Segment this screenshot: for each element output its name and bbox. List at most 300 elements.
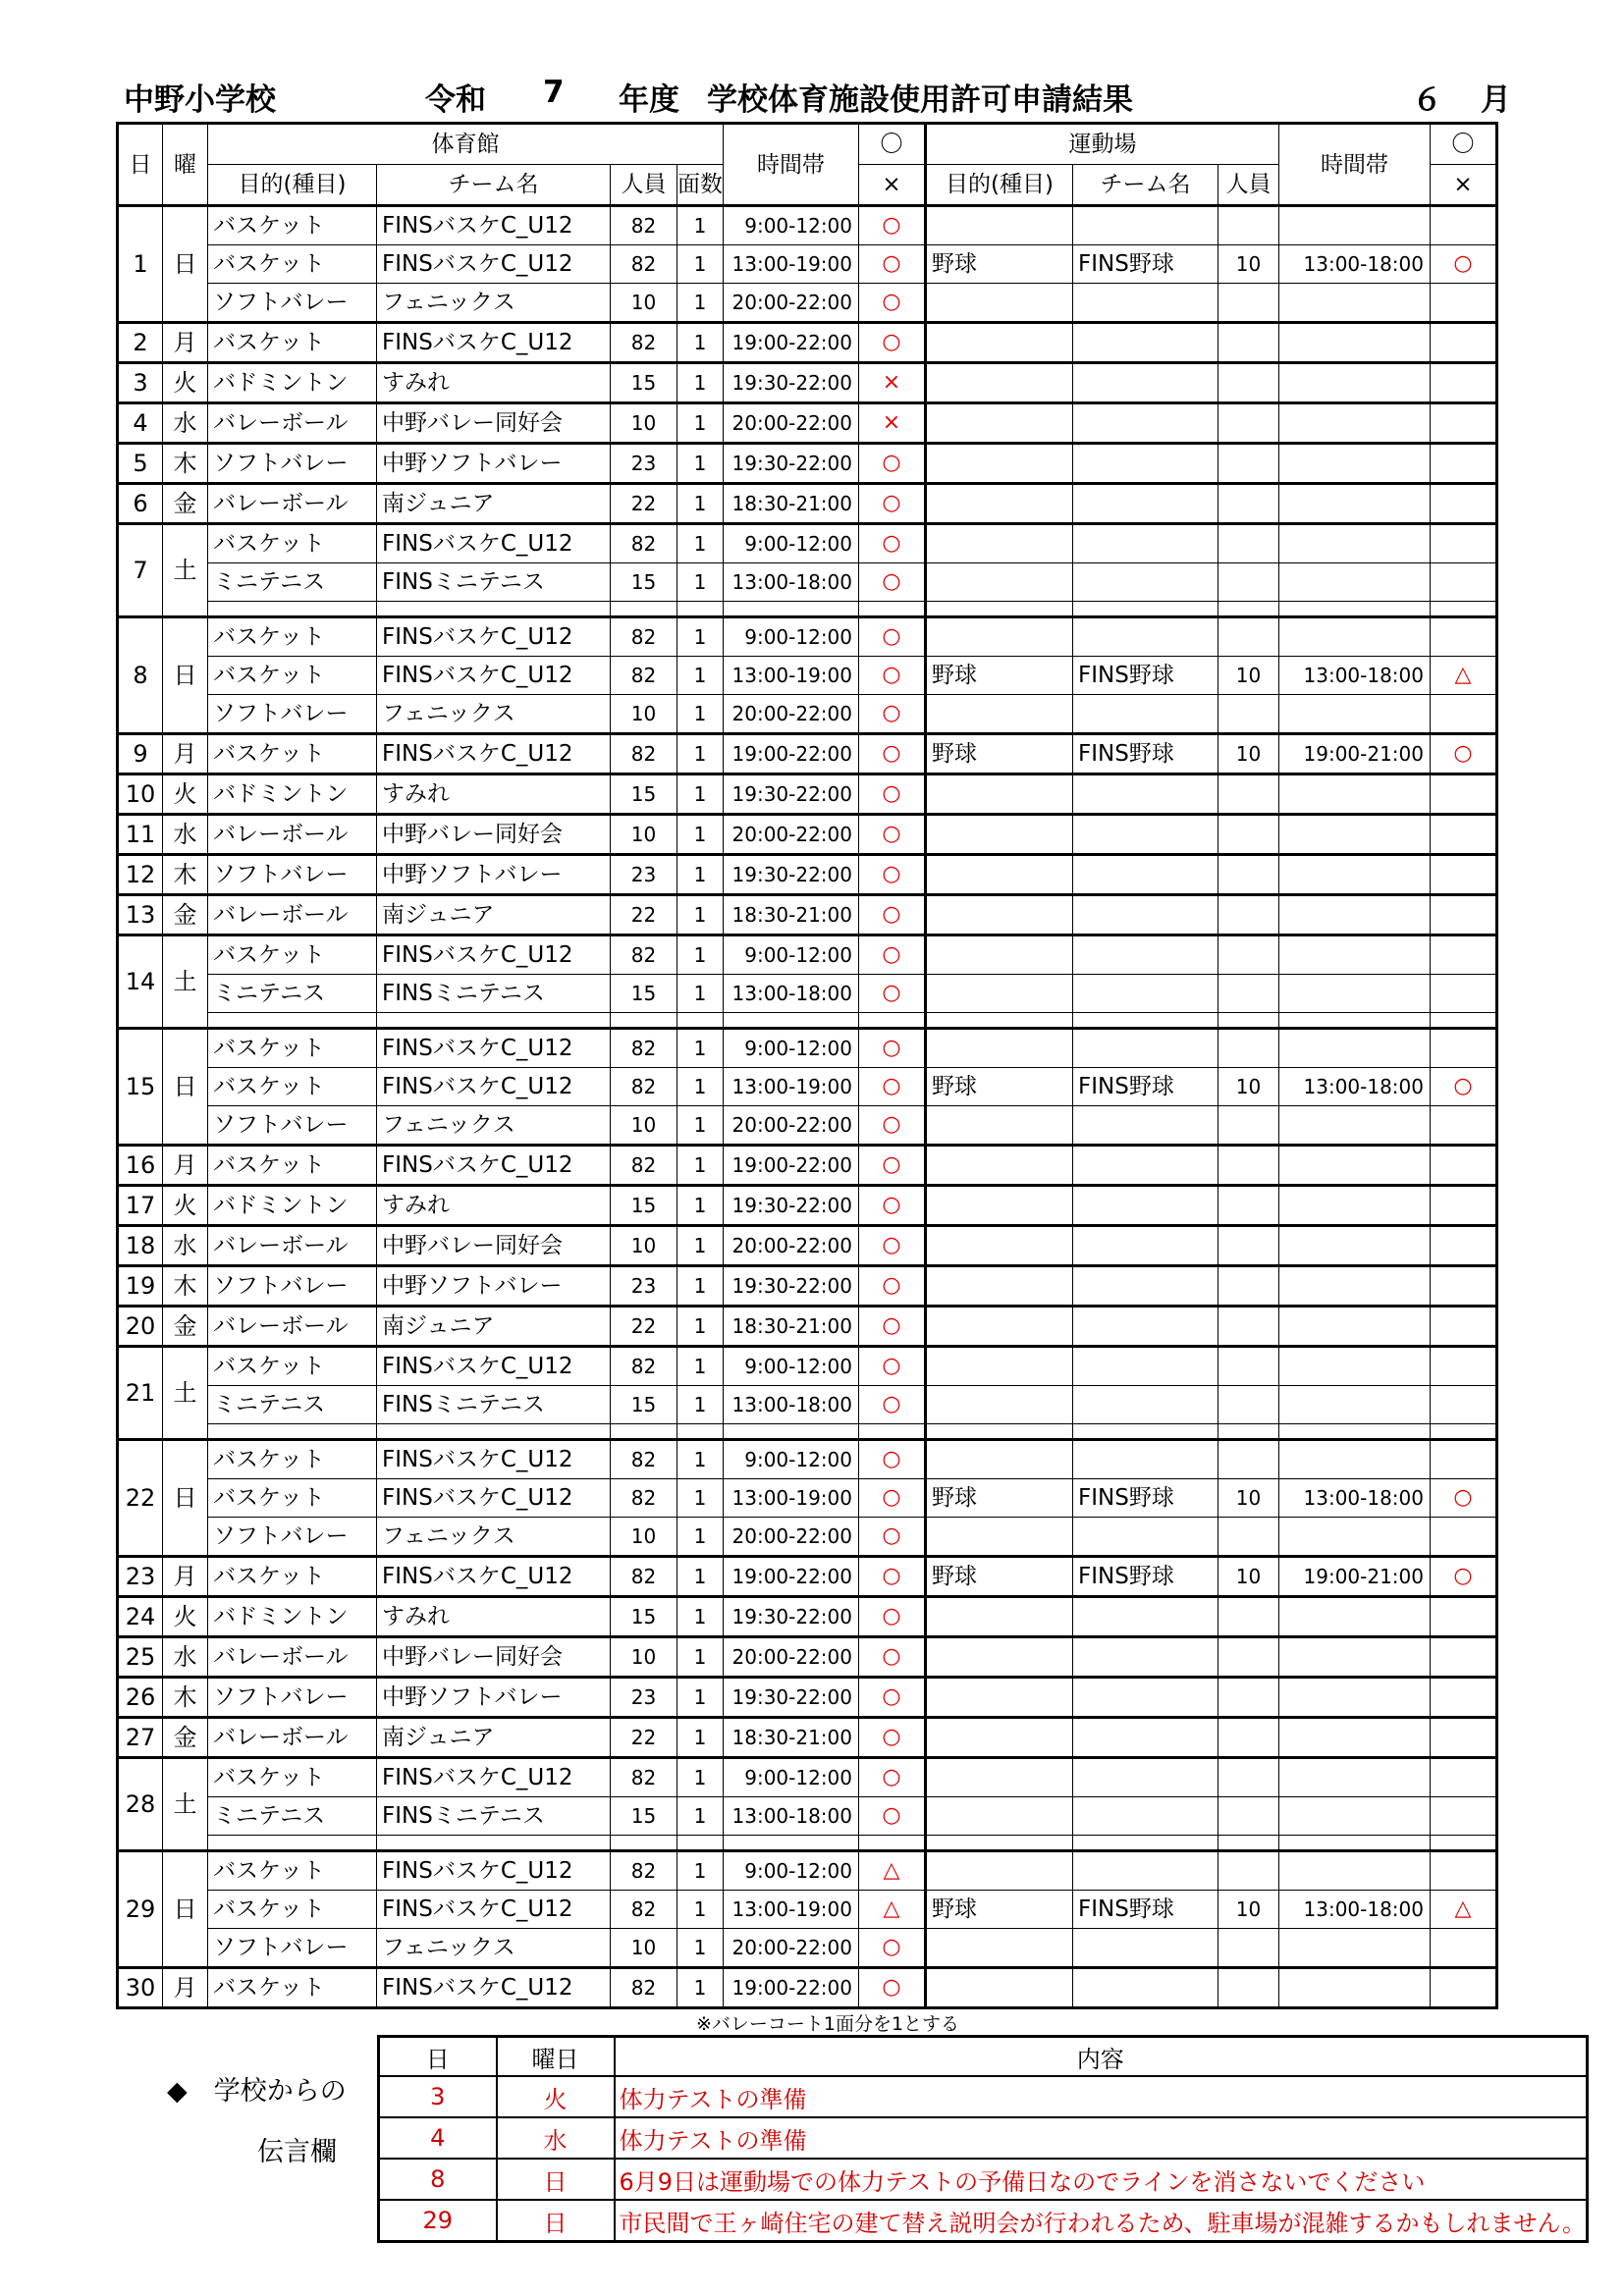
field-result-mark: [1431, 524, 1497, 563]
field-purpose: [926, 206, 1073, 245]
field-people: [1218, 695, 1279, 734]
gym-time: 13:00-18:00: [724, 1386, 859, 1424]
field-people: [1218, 774, 1279, 815]
field-time: [1279, 206, 1431, 245]
gym-courts: 1: [677, 815, 724, 855]
field-people: 10: [1218, 734, 1279, 774]
gym-team: [377, 1836, 611, 1851]
gym-courts: 1: [677, 1186, 724, 1226]
gym-team: FINSバスケC_U12: [377, 524, 611, 563]
gym-team: フェニックス: [377, 1929, 611, 1968]
gym-result-mark: △: [859, 1851, 926, 1891]
field-people: [1218, 855, 1279, 895]
gym-purpose: バスケット: [208, 206, 377, 245]
gym-time: 20:00-22:00: [724, 1637, 859, 1678]
field-team: [1073, 1386, 1218, 1424]
table-row: [118, 1479, 1497, 1518]
gym-result-mark: ○: [859, 774, 926, 815]
field-team: [1073, 363, 1218, 403]
gym-purpose: バスケット: [208, 1029, 377, 1068]
day-number: 6: [118, 484, 163, 524]
field-team: [1073, 1797, 1218, 1836]
field-people: 10: [1218, 1068, 1279, 1106]
gym-people: 82: [611, 935, 677, 975]
day-number: 30: [118, 1968, 163, 2008]
gym-courts: 1: [677, 855, 724, 895]
gym-time: 19:30-22:00: [724, 1266, 859, 1307]
field-result-mark: [1431, 617, 1497, 657]
field-result-mark: [1431, 895, 1497, 935]
field-time: [1279, 1851, 1431, 1891]
gym-courts: 1: [677, 1678, 724, 1718]
day-number: 28: [118, 1758, 163, 1851]
gym-purpose: バレーボール: [208, 1718, 377, 1758]
message-row: [379, 2159, 1588, 2200]
weekday: 月: [163, 323, 208, 363]
gym-result-mark: ○: [859, 1386, 926, 1424]
message-weekday: 日: [497, 2159, 615, 2200]
gym-result-mark: ○: [859, 1307, 926, 1347]
gym-time: 18:30-21:00: [724, 484, 859, 524]
gym-courts: [677, 1013, 724, 1029]
gym-team: 南ジュニア: [377, 895, 611, 935]
field-time: [1279, 1013, 1431, 1029]
field-people: [1218, 484, 1279, 524]
gym-people: 15: [611, 1386, 677, 1424]
field-time: [1279, 1718, 1431, 1758]
field-purpose: [926, 1106, 1073, 1146]
field-time: 13:00-18:00: [1279, 1891, 1431, 1929]
gym-result-mark: ○: [859, 563, 926, 602]
table-row: [118, 657, 1497, 695]
field-time: [1279, 1347, 1431, 1386]
field-team: [1073, 774, 1218, 815]
field-team: [1073, 1146, 1218, 1186]
weekday: 火: [163, 1186, 208, 1226]
gym-courts: 1: [677, 323, 724, 363]
col-gym-mark-ng: ×: [859, 165, 926, 206]
field-time: [1279, 617, 1431, 657]
field-result-mark: [1431, 1186, 1497, 1226]
field-result-mark: ○: [1431, 734, 1497, 774]
field-team: [1073, 602, 1218, 617]
gym-purpose: バレーボール: [208, 484, 377, 524]
message-weekday: 日: [497, 2200, 615, 2242]
field-team: [1073, 855, 1218, 895]
table-row: [118, 484, 1497, 524]
field-team: [1073, 1013, 1218, 1029]
field-result-mark: [1431, 1106, 1497, 1146]
day-number: 25: [118, 1637, 163, 1678]
field-time: [1279, 563, 1431, 602]
document-title: 学校体育施設使用許可申請結果: [707, 82, 1133, 118]
gym-courts: 1: [677, 1386, 724, 1424]
table-row: [118, 815, 1497, 855]
gym-team: [377, 1424, 611, 1440]
field-purpose: [926, 935, 1073, 975]
field-people: 10: [1218, 1557, 1279, 1597]
message-text: 体力テストの準備: [615, 2076, 1588, 2117]
gym-people: 15: [611, 975, 677, 1013]
field-people: [1218, 1597, 1279, 1637]
gym-courts: 1: [677, 1891, 724, 1929]
field-result-mark: [1431, 1758, 1497, 1797]
gym-result-mark: ○: [859, 1518, 926, 1557]
message-text: 市民間で王ヶ崎住宅の建て替え説明会が行われるため、駐車場が混雑するかもしれません。: [615, 2200, 1588, 2242]
gym-result-mark: ○: [859, 734, 926, 774]
gym-purpose: バスケット: [208, 1851, 377, 1891]
school-name: 中野小学校: [124, 82, 276, 118]
field-team: [1073, 284, 1218, 323]
field-result-mark: [1431, 1029, 1497, 1068]
gym-courts: 1: [677, 363, 724, 403]
gym-time: 13:00-18:00: [724, 975, 859, 1013]
table-row: [118, 695, 1497, 734]
field-time: [1279, 284, 1431, 323]
message-col-content: 内容: [615, 2037, 1588, 2077]
col-field-mark-ok: 〇: [1431, 124, 1497, 165]
field-result-mark: △: [1431, 657, 1497, 695]
gym-team: すみれ: [377, 1597, 611, 1637]
schedule-body: [118, 206, 1497, 2008]
gym-time: 13:00-18:00: [724, 1797, 859, 1836]
field-time: [1279, 484, 1431, 524]
field-time: 13:00-18:00: [1279, 1479, 1431, 1518]
field-people: [1218, 815, 1279, 855]
day-number: 15: [118, 1029, 163, 1146]
field-purpose: [926, 1929, 1073, 1968]
table-row: [118, 1266, 1497, 1307]
gym-purpose: バスケット: [208, 524, 377, 563]
field-purpose: 野球: [926, 657, 1073, 695]
gym-result-mark: ○: [859, 1186, 926, 1226]
day-number: 26: [118, 1678, 163, 1718]
field-people: [1218, 1266, 1279, 1307]
gym-result-mark: ○: [859, 1266, 926, 1307]
field-time: [1279, 975, 1431, 1013]
field-people: 10: [1218, 245, 1279, 284]
col-field-mark-ng: ×: [1431, 165, 1497, 206]
gym-purpose: バスケット: [208, 657, 377, 695]
gym-purpose: ミニテニス: [208, 1386, 377, 1424]
gym-people: [611, 602, 677, 617]
field-result-mark: [1431, 855, 1497, 895]
field-people: [1218, 1440, 1279, 1479]
col-gym-time: 時間帯: [724, 124, 859, 206]
table-row: [118, 1424, 1497, 1440]
table-row: [118, 403, 1497, 444]
field-people: [1218, 1797, 1279, 1836]
gym-courts: 1: [677, 734, 724, 774]
table-row: [118, 245, 1497, 284]
gym-result-mark: ○: [859, 1068, 926, 1106]
gym-time: [724, 1424, 859, 1440]
weekday: 土: [163, 1347, 208, 1440]
gym-purpose: バレーボール: [208, 1307, 377, 1347]
gym-result-mark: ○: [859, 1479, 926, 1518]
field-purpose: [926, 1266, 1073, 1307]
field-time: [1279, 444, 1431, 484]
weekday: 月: [163, 1557, 208, 1597]
gym-result-mark: ○: [859, 484, 926, 524]
gym-team: FINSミニテニス: [377, 1797, 611, 1836]
field-result-mark: [1431, 1678, 1497, 1718]
gym-courts: 1: [677, 1929, 724, 1968]
field-time: [1279, 1518, 1431, 1557]
field-purpose: [926, 855, 1073, 895]
gym-team: FINSバスケC_U12: [377, 734, 611, 774]
field-result-mark: [1431, 403, 1497, 444]
gym-team: すみれ: [377, 1186, 611, 1226]
field-time: [1279, 1968, 1431, 2008]
gym-purpose: ソフトバレー: [208, 695, 377, 734]
field-result-mark: [1431, 975, 1497, 1013]
gym-people: 82: [611, 657, 677, 695]
gym-purpose: バドミントン: [208, 774, 377, 815]
gym-time: [724, 602, 859, 617]
gym-courts: 1: [677, 524, 724, 563]
table-row: [118, 284, 1497, 323]
field-purpose: [926, 403, 1073, 444]
day-number: 4: [118, 403, 163, 444]
era-label: 令和: [425, 82, 486, 118]
field-result-mark: [1431, 695, 1497, 734]
field-people: [1218, 1637, 1279, 1678]
gym-people: 10: [611, 1518, 677, 1557]
table-row: [118, 1797, 1497, 1836]
weekday: 水: [163, 1637, 208, 1678]
table-row: [118, 1518, 1497, 1557]
gym-courts: 1: [677, 1797, 724, 1836]
gym-courts: 1: [677, 1758, 724, 1797]
field-result-mark: [1431, 1797, 1497, 1836]
gym-result-mark: ○: [859, 1347, 926, 1386]
field-result-mark: [1431, 1836, 1497, 1851]
month-suffix: 月: [1481, 82, 1511, 118]
gym-result-mark: ○: [859, 1929, 926, 1968]
day-number: 27: [118, 1718, 163, 1758]
gym-courts: 1: [677, 444, 724, 484]
field-time: [1279, 1029, 1431, 1068]
field-time: [1279, 323, 1431, 363]
gym-result-mark: ○: [859, 323, 926, 363]
gym-team: 中野ソフトバレー: [377, 855, 611, 895]
table-row: [118, 602, 1497, 617]
gym-people: 10: [611, 1637, 677, 1678]
gym-people: 23: [611, 855, 677, 895]
gym-courts: 1: [677, 1718, 724, 1758]
gym-courts: 1: [677, 1851, 724, 1891]
table-row: [118, 1758, 1497, 1797]
table-row: [118, 1851, 1497, 1891]
message-label-line2: 伝言欄: [257, 2137, 337, 2167]
field-purpose: [926, 1440, 1073, 1479]
field-team: [1073, 1226, 1218, 1266]
gym-purpose: バスケット: [208, 734, 377, 774]
gym-people: 82: [611, 524, 677, 563]
field-team: [1073, 1836, 1218, 1851]
gym-people: 10: [611, 1929, 677, 1968]
gym-result-mark: ○: [859, 1718, 926, 1758]
gym-purpose: ソフトバレー: [208, 284, 377, 323]
field-purpose: [926, 1013, 1073, 1029]
field-people: [1218, 524, 1279, 563]
field-result-mark: [1431, 363, 1497, 403]
gym-team: フェニックス: [377, 1106, 611, 1146]
field-time: 19:00-21:00: [1279, 1557, 1431, 1597]
field-purpose: [926, 363, 1073, 403]
day-number: 23: [118, 1557, 163, 1597]
gym-team: 南ジュニア: [377, 1718, 611, 1758]
gym-courts: 1: [677, 657, 724, 695]
gym-team: FINSバスケC_U12: [377, 1146, 611, 1186]
col-gym: 体育館: [208, 124, 724, 165]
gym-result-mark: ○: [859, 284, 926, 323]
gym-team: 中野ソフトバレー: [377, 1678, 611, 1718]
message-row: [379, 2200, 1588, 2242]
field-purpose: [926, 1386, 1073, 1424]
table-row: [118, 1106, 1497, 1146]
message-weekday: 水: [497, 2117, 615, 2159]
field-result-mark: [1431, 563, 1497, 602]
col-weekday: 曜: [163, 124, 208, 206]
weekday: 水: [163, 1226, 208, 1266]
gym-people: 82: [611, 1557, 677, 1597]
gym-result-mark: ○: [859, 1637, 926, 1678]
gym-time: 20:00-22:00: [724, 1226, 859, 1266]
gym-people: 82: [611, 245, 677, 284]
gym-people: [611, 1013, 677, 1029]
col-field-team: チーム名: [1073, 165, 1218, 206]
field-people: [1218, 1718, 1279, 1758]
gym-purpose: ミニテニス: [208, 563, 377, 602]
weekday: 水: [163, 815, 208, 855]
field-result-mark: [1431, 1851, 1497, 1891]
gym-team: 南ジュニア: [377, 484, 611, 524]
col-gym-team: チーム名: [377, 165, 611, 206]
col-field-people: 人員: [1218, 165, 1279, 206]
gym-result-mark: ○: [859, 524, 926, 563]
weekday: 土: [163, 935, 208, 1029]
day-number: 10: [118, 774, 163, 815]
field-team: [1073, 1637, 1218, 1678]
gym-result-mark: [859, 1013, 926, 1029]
gym-people: [611, 1424, 677, 1440]
table-row: [118, 1891, 1497, 1929]
gym-purpose: バスケット: [208, 1068, 377, 1106]
table-row: [118, 1013, 1497, 1029]
field-purpose: 野球: [926, 245, 1073, 284]
gym-team: すみれ: [377, 363, 611, 403]
gym-people: 82: [611, 734, 677, 774]
field-people: [1218, 444, 1279, 484]
gym-people: 23: [611, 1266, 677, 1307]
field-people: 10: [1218, 657, 1279, 695]
table-row: [118, 895, 1497, 935]
gym-people: 82: [611, 1479, 677, 1518]
gym-courts: 1: [677, 1440, 724, 1479]
message-row: [379, 2117, 1588, 2159]
weekday: 木: [163, 855, 208, 895]
gym-team: [377, 1013, 611, 1029]
gym-team: FINSバスケC_U12: [377, 206, 611, 245]
message-label-line1: ◆ 学校からの: [167, 2076, 347, 2107]
gym-result-mark: ○: [859, 206, 926, 245]
gym-purpose: [208, 1013, 377, 1029]
gym-result-mark: ○: [859, 1557, 926, 1597]
gym-people: 15: [611, 774, 677, 815]
field-time: [1279, 1597, 1431, 1637]
gym-time: [724, 1836, 859, 1851]
field-purpose: 野球: [926, 1891, 1073, 1929]
day-number: 1: [118, 206, 163, 323]
gym-team: [377, 602, 611, 617]
gym-time: 20:00-22:00: [724, 815, 859, 855]
gym-people: 82: [611, 206, 677, 245]
gym-purpose: バスケット: [208, 1758, 377, 1797]
gym-result-mark: ○: [859, 617, 926, 657]
field-people: [1218, 1307, 1279, 1347]
gym-purpose: バレーボール: [208, 895, 377, 935]
field-people: [1218, 1013, 1279, 1029]
gym-people: 15: [611, 1186, 677, 1226]
court-note: ※バレーコート1面分を1とする: [695, 2013, 960, 2035]
gym-courts: [677, 602, 724, 617]
day-number: 5: [118, 444, 163, 484]
field-result-mark: [1431, 1386, 1497, 1424]
table-row: [118, 855, 1497, 895]
field-purpose: [926, 895, 1073, 935]
gym-purpose: ソフトバレー: [208, 1678, 377, 1718]
gym-purpose: バスケット: [208, 617, 377, 657]
gym-courts: 1: [677, 1068, 724, 1106]
field-people: [1218, 1106, 1279, 1146]
field-purpose: [926, 774, 1073, 815]
gym-time: 19:00-22:00: [724, 1557, 859, 1597]
gym-time: 19:30-22:00: [724, 1597, 859, 1637]
gym-result-mark: ○: [859, 895, 926, 935]
gym-result-mark: ○: [859, 1968, 926, 2008]
field-team: [1073, 695, 1218, 734]
table-row: [118, 323, 1497, 363]
col-field: 運動場: [926, 124, 1279, 165]
gym-courts: 1: [677, 1226, 724, 1266]
field-purpose: [926, 1186, 1073, 1226]
gym-time: 20:00-22:00: [724, 1518, 859, 1557]
field-team: [1073, 323, 1218, 363]
field-time: 19:00-21:00: [1279, 734, 1431, 774]
gym-purpose: バドミントン: [208, 1186, 377, 1226]
field-purpose: 野球: [926, 1479, 1073, 1518]
gym-result-mark: ○: [859, 1146, 926, 1186]
field-team: [1073, 617, 1218, 657]
message-col-day: 日: [379, 2037, 497, 2077]
gym-time: 18:30-21:00: [724, 1307, 859, 1347]
gym-courts: 1: [677, 1106, 724, 1146]
field-people: [1218, 1758, 1279, 1797]
gym-purpose: ミニテニス: [208, 1797, 377, 1836]
field-team: [1073, 975, 1218, 1013]
field-result-mark: [1431, 444, 1497, 484]
field-people: [1218, 1968, 1279, 2008]
field-time: 13:00-18:00: [1279, 245, 1431, 284]
gym-courts: 1: [677, 1146, 724, 1186]
gym-team: FINSバスケC_U12: [377, 323, 611, 363]
gym-purpose: バレーボール: [208, 403, 377, 444]
field-result-mark: [1431, 484, 1497, 524]
field-time: [1279, 1678, 1431, 1718]
message-row: [379, 2076, 1588, 2117]
